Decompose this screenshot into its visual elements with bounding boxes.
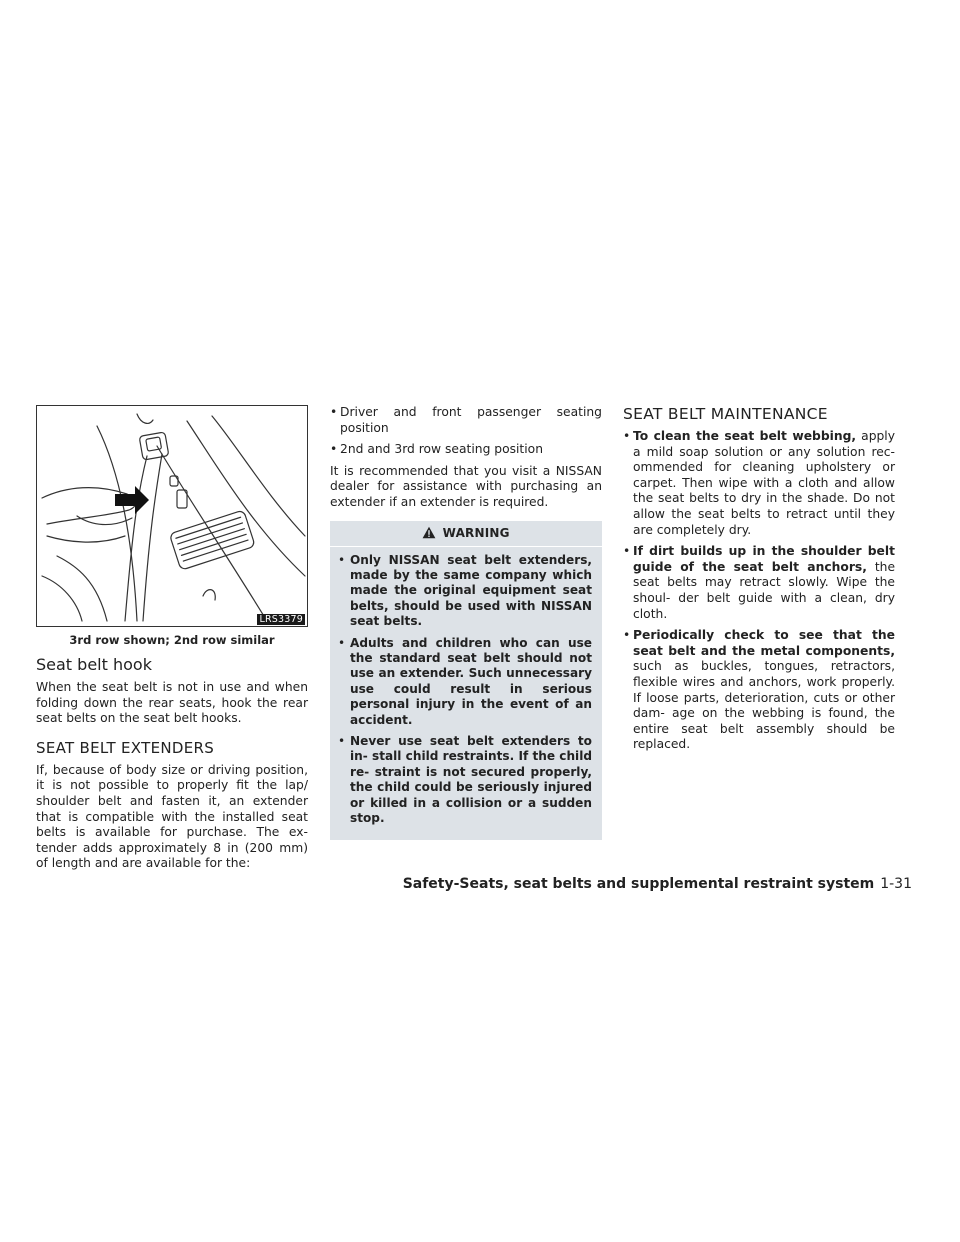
list-item: • Driver and front passenger seating position xyxy=(330,405,602,436)
warning-title: WARNING xyxy=(442,525,510,540)
seat-belt-hook-drawing xyxy=(37,406,307,626)
seat-belt-hook-heading: Seat belt hook xyxy=(36,655,152,674)
extenders-recommendation: It is recommended that you visit a NISSAN dealer for assistance with purchasing an extender if an extender is required. xyxy=(330,463,602,509)
warning-item: • Never use seat belt extenders to in- stall child restraints. If the child re- straint is not secured properly, the child could be seriously injured or killed in a collision or a sudden stop. xyxy=(338,734,592,826)
maintenance-item-text: apply a mild soap solution or any solution rec- ommended for cleaning upholstery or carpet. Then wipe with a cloth and allow the seat belts to dry in the shade. Do not allow the seat belts to retract until they are completely dry. xyxy=(633,429,896,537)
column-middle xyxy=(330,405,602,840)
maintenance-item-lead: If dirt builds up in the shoulder belt guide of the seat belt anchors, xyxy=(633,544,895,574)
figure-caption: 3rd row shown; 2nd row similar xyxy=(69,633,275,647)
page-footer xyxy=(403,876,912,892)
extenders-heading: SEAT BELT EXTENDERS xyxy=(36,738,215,757)
extender-positions-list xyxy=(330,405,602,458)
warning-item: • Only NISSAN seat belt extenders, made by the same company which made the original equipment seat belts, should be used with NISSAN seat belts. xyxy=(338,553,592,630)
list-item xyxy=(623,429,895,538)
maintenance-item-text: the seat belts may retract slowly. Wipe the shoul- der belt guide with a clean, dry cloth. xyxy=(633,559,896,621)
seat-belt-hook-illustration xyxy=(36,405,308,627)
page-number: 1-31 xyxy=(880,876,912,892)
list-item: • 2nd and 3rd row seating position xyxy=(330,442,602,458)
maintenance-item-lead: Periodically check to see that the seat belt and the metal components, xyxy=(633,628,895,658)
footer-section-title: Safety-Seats, seat belts and supplemental restraint system xyxy=(402,876,875,892)
seat-belt-hook-body: When the seat belt is not in use and when folding down the rear seats, hook the rear seat belts on the seat belt hooks. xyxy=(36,680,308,726)
maintenance-heading: SEAT BELT MAINTENANCE xyxy=(623,405,828,423)
warning-header xyxy=(330,521,602,547)
warning-triangle-icon xyxy=(422,526,436,539)
list-item xyxy=(623,628,895,753)
maintenance-item-lead: To clean the seat belt webbing, xyxy=(633,429,857,443)
maintenance-list xyxy=(623,429,895,753)
list-item xyxy=(623,544,895,622)
figure-code: LRS3379 xyxy=(259,614,303,625)
column-left xyxy=(36,405,308,880)
warning-item: • Adults and children who can use the standard seat belt should not use an extender. Such unnecessary use could result in serious personal injury in the event of an accident. xyxy=(338,636,592,728)
warning-list xyxy=(338,553,592,827)
warning-box xyxy=(330,521,602,841)
column-right xyxy=(623,405,895,759)
maintenance-item-text: such as buckles, tongues, retractors, flexible wires and anchors, work properly. If loose parts, deterioration, cuts or other dam- age on the webbing is found, the entire seat belt assembly should be replaced. xyxy=(633,659,895,752)
extenders-body: If, because of body size or driving position, it is not possible to properly fit the lap/ shoulder belt and fasten it, an extender that is compatible with the installed seat belts is available for purchase. The ex- tender adds approximately 8 in (200 mm) of length and are available for the: xyxy=(36,762,308,871)
